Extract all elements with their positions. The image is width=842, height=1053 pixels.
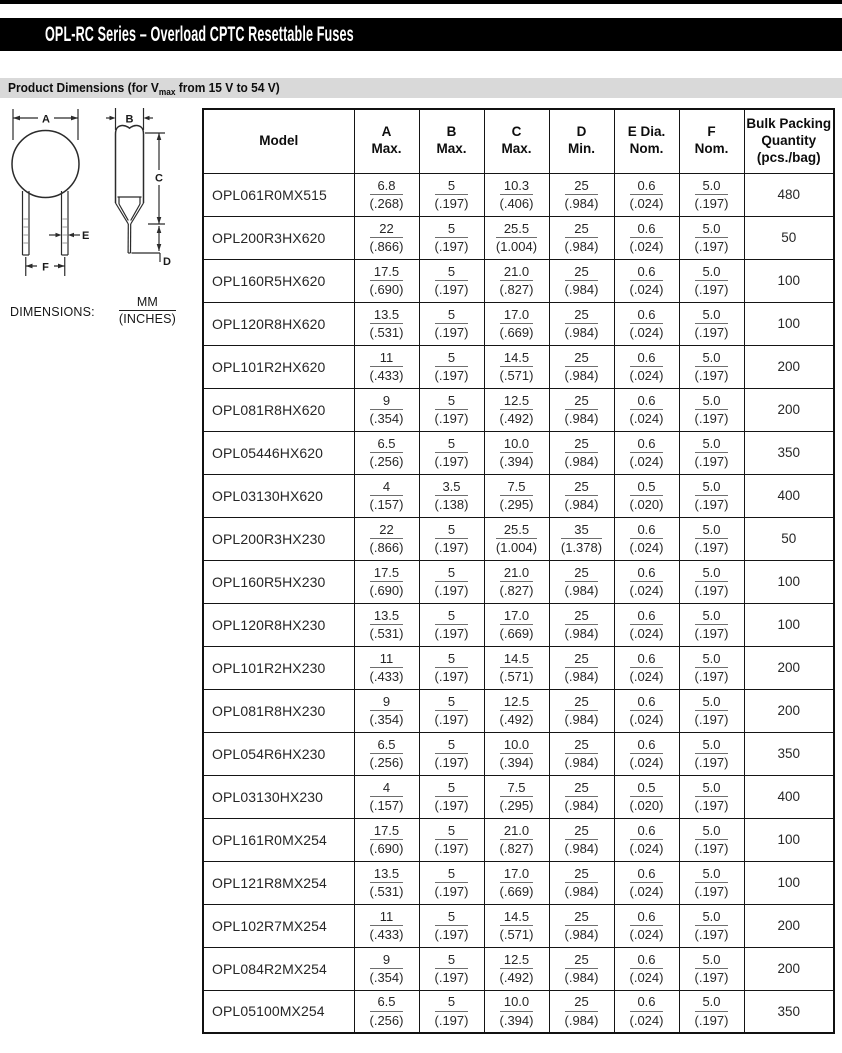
dim-f-cell: $\frac{5.0}{(.197)}$ [679,818,744,861]
dim-c-cell: $\frac{17.0}{(.669)}$ [484,302,549,345]
bulk-qty-value: 200 [777,703,801,718]
dim-d-cell: $\frac{25}{(.984)}$ [549,216,614,259]
dim-a-cell: $\frac{6.8}{(.268)}$ [354,173,419,216]
dim-b-cell: $\frac{5}{(.197)}$ [419,775,484,818]
dim-c-cell: $\frac{12.5}{(.492)}$ [484,947,549,990]
dim-b-cell: $\frac{5}{(.197)}$ [419,904,484,947]
bulk-qty-cell [744,775,834,818]
model-number: OPL05446HX620 [212,444,324,461]
dim-d-cell: $\frac{25}{(.984)}$ [549,775,614,818]
dim-f-cell: $\frac{5.0}{(.197)}$ [679,345,744,388]
dim-e-cell: $\frac{0.6}{(.024)}$ [614,861,679,904]
bulk-qty-cell [744,345,834,388]
dim-a-cell: $\frac{11}{(.433)}$ [354,345,419,388]
dim-e-cell: $\frac{0.6}{(.024)}$ [614,431,679,474]
dim-e-cell: $\frac{0.6}{(.024)}$ [614,302,679,345]
bulk-qty-value: 100 [777,617,801,632]
model-cell [203,345,354,388]
bulk-qty-value: 480 [777,187,801,202]
dim-b-cell: $\frac{5}{(.197)}$ [419,990,484,1033]
dim-b-cell: $\frac{5}{(.197)}$ [419,861,484,904]
dim-f-cell: $\frac{5.0}{(.197)}$ [679,259,744,302]
dim-d-cell: $\frac{25}{(.984)}$ [549,259,614,302]
dim-d-cell: $\frac{25}{(.984)}$ [549,302,614,345]
col-header-d: D Min. [549,109,614,173]
table-row [203,345,834,388]
dim-b-cell: $\frac{5}{(.197)}$ [419,259,484,302]
dim-e-cell: $\frac{0.6}{(.024)}$ [614,216,679,259]
bulk-qty-value: 50 [781,230,797,245]
table-row [203,216,834,259]
bulk-qty-value: 350 [777,445,801,460]
dim-f-cell: $\frac{5.0}{(.197)}$ [679,431,744,474]
dim-e-cell: $\frac{0.6}{(.024)}$ [614,603,679,646]
dim-f-cell: $\frac{5.0}{(.197)}$ [679,732,744,775]
dim-a-cell: $\frac{4}{(.157)}$ [354,474,419,517]
dim-e-cell: $\frac{0.6}{(.024)}$ [614,517,679,560]
col-header-model: Model [203,109,354,173]
dim-e-cell: $\frac{0.6}{(.024)}$ [614,560,679,603]
section-heading-bar [0,78,842,98]
bulk-qty-value: 100 [777,316,801,331]
model-number: OPL120R8HX230 [212,616,326,633]
dim-c-cell: $\frac{10.0}{(.394)}$ [484,732,549,775]
bulk-qty-value: 100 [777,832,801,847]
model-number: OPL102R7MX254 [212,917,327,934]
table-row [203,560,834,603]
model-number: OPL160R5HX230 [212,573,326,590]
dim-d-cell: $\frac{25}{(.984)}$ [549,173,614,216]
bulk-qty-cell [744,474,834,517]
model-cell [203,603,354,646]
section-heading: Product Dimensions (for $V_{max}$ from 15 V to 54 V) [8,79,280,97]
bulk-qty-cell [744,173,834,216]
dim-a-cell: $\frac{13.5}{(.531)}$ [354,302,419,345]
bulk-qty-value: 200 [777,402,801,417]
model-cell [203,173,354,216]
dim-e-cell: $\frac{0.6}{(.024)}$ [614,990,679,1033]
col-header-bulk-packing: Bulk Packing Quantity (pcs./bag) [744,109,834,173]
bulk-qty-value: 200 [777,961,801,976]
dim-c-cell: $\frac{17.0}{(.669)}$ [484,861,549,904]
dimensions-table [202,108,835,1034]
dim-a-cell: $\frac{4}{(.157)}$ [354,775,419,818]
dim-f-cell: $\frac{5.0}{(.197)}$ [679,689,744,732]
model-cell [203,259,354,302]
dim-a-cell: $\frac{17.5}{(.690)}$ [354,560,419,603]
dim-f-cell: $\frac{5.0}{(.197)}$ [679,861,744,904]
bulk-qty-cell [744,259,834,302]
bulk-qty-value: 350 [777,746,801,761]
bulk-qty-cell [744,216,834,259]
dim-b-cell: $\frac{5}{(.197)}$ [419,388,484,431]
dim-a-cell: $\frac{17.5}{(.690)}$ [354,818,419,861]
table-row [203,689,834,732]
dim-c-cell: $\frac{10.0}{(.394)}$ [484,990,549,1033]
dim-e-cell: $\frac{0.6}{(.024)}$ [614,689,679,732]
dim-b-cell: $\frac{5}{(.197)}$ [419,173,484,216]
dim-f-cell: $\frac{5.0}{(.197)}$ [679,302,744,345]
model-cell [203,216,354,259]
bulk-qty-cell [744,646,834,689]
dim-d-cell: $\frac{25}{(.984)}$ [549,345,614,388]
model-number: OPL121R8MX254 [212,874,327,891]
bulk-qty-cell [744,861,834,904]
model-number: OPL05100MX254 [212,1003,325,1020]
bulk-qty-value: 50 [781,531,797,546]
dim-b-cell: $\frac{3.5}{(.138)}$ [419,474,484,517]
dim-b-cell: $\frac{5}{(.197)}$ [419,345,484,388]
dim-f-cell: $\frac{5.0}{(.197)}$ [679,216,744,259]
dim-a-cell: $\frac{6.5}{(.256)}$ [354,431,419,474]
model-cell [203,646,354,689]
dim-label-f: F [42,261,49,274]
dim-d-cell: $\frac{25}{(.984)}$ [549,474,614,517]
model-cell [203,474,354,517]
bulk-qty-cell [744,904,834,947]
table-row [203,388,834,431]
model-cell [203,431,354,474]
units-fraction [119,295,176,326]
dim-c-cell: $\frac{25.5}{(1.004)}$ [484,216,549,259]
bulk-qty-value: 100 [777,574,801,589]
dim-b-cell: $\frac{5}{(.197)}$ [419,216,484,259]
dim-a-cell: $\frac{6.5}{(.256)}$ [354,990,419,1033]
dim-b-cell: $\frac{5}{(.197)}$ [419,560,484,603]
dimensions-label: DIMENSIONS: [10,304,95,319]
model-cell [203,904,354,947]
dim-label-b: B [125,113,134,126]
bulk-qty-value: 100 [777,875,801,890]
dim-a-cell: $\frac{9}{(.354)}$ [354,388,419,431]
page-title-bar [0,18,842,51]
table-row [203,947,834,990]
table-row [203,732,834,775]
col-header-e-dia: E Dia. Nom. [614,109,679,173]
dim-a-cell: $\frac{6.5}{(.256)}$ [354,732,419,775]
dim-e-cell: $\frac{0.6}{(.024)}$ [614,818,679,861]
model-cell [203,689,354,732]
product-dimension-diagram [2,100,202,320]
dim-d-cell: $\frac{25}{(.984)}$ [549,732,614,775]
dim-f-cell: $\frac{5.0}{(.197)}$ [679,646,744,689]
dim-f-cell: $\frac{5.0}{(.197)}$ [679,603,744,646]
model-number: OPL161R0MX254 [212,831,327,848]
model-cell [203,388,354,431]
dim-c-cell: $\frac{21.0}{(.827)}$ [484,560,549,603]
model-number: OPL03130HX230 [212,788,324,805]
col-header-f: F Nom. [679,109,744,173]
bulk-qty-cell [744,302,834,345]
dim-f-cell: $\frac{5.0}{(.197)}$ [679,775,744,818]
model-cell [203,732,354,775]
dim-f-cell: $\frac{5.0}{(.197)}$ [679,904,744,947]
dim-label-a: A [42,113,50,126]
table-row [203,646,834,689]
model-number: OPL200R3HX230 [212,530,326,547]
model-number: OPL03130HX620 [212,487,324,504]
dim-e-cell: $\frac{0.5}{(.020)}$ [614,775,679,818]
dim-a-cell: $\frac{11}{(.433)}$ [354,904,419,947]
bulk-qty-value: 100 [777,273,801,288]
bulk-qty-value: 400 [777,488,801,503]
bulk-qty-cell [744,603,834,646]
bulk-qty-cell [744,990,834,1033]
col-header-b: B Max. [419,109,484,173]
bulk-qty-cell [744,818,834,861]
dim-c-cell: $\frac{14.5}{(.571)}$ [484,646,549,689]
dim-d-cell: $\frac{25}{(.984)}$ [549,861,614,904]
model-cell [203,990,354,1033]
dim-a-cell: $\frac{11}{(.433)}$ [354,646,419,689]
dim-e-cell: $\frac{0.6}{(.024)}$ [614,947,679,990]
dim-e-cell: $\frac{0.6}{(.024)}$ [614,259,679,302]
dim-f-cell: $\frac{5.0}{(.197)}$ [679,474,744,517]
dim-e-cell: $\frac{0.5}{(.020)}$ [614,474,679,517]
dim-e-cell: $\frac{0.6}{(.024)}$ [614,345,679,388]
dim-a-cell: $\frac{22}{(.866)}$ [354,517,419,560]
table-row [203,302,834,345]
bulk-qty-cell [744,431,834,474]
top-rule-bar [0,0,842,4]
table-row [203,904,834,947]
dim-b-cell: $\frac{5}{(.197)}$ [419,431,484,474]
table-row [203,990,834,1033]
dim-e-cell: $\frac{0.6}{(.024)}$ [614,904,679,947]
model-number: OPL160R5HX620 [212,272,326,289]
dim-b-cell: $\frac{5}{(.197)}$ [419,732,484,775]
dim-b-cell: $\frac{5}{(.197)}$ [419,689,484,732]
dim-d-cell: $\frac{25}{(.984)}$ [549,818,614,861]
bulk-qty-value: 200 [777,918,801,933]
bulk-qty-cell [744,560,834,603]
col-header-c: C Max. [484,109,549,173]
bulk-qty-cell [744,517,834,560]
dim-label-d: D [163,256,171,268]
dim-a-cell: $\frac{17.5}{(.690)}$ [354,259,419,302]
dim-d-cell: $\frac{25}{(.984)}$ [549,431,614,474]
dim-f-cell: $\frac{5.0}{(.197)}$ [679,388,744,431]
dim-c-cell: $\frac{12.5}{(.492)}$ [484,689,549,732]
dim-d-cell: $\frac{25}{(.984)}$ [549,560,614,603]
vmax-subscript: max [158,86,176,97]
model-number: OPL120R8HX620 [212,315,326,332]
dim-d-cell: $\frac{25}{(.984)}$ [549,990,614,1033]
table-row [203,259,834,302]
table-row [203,861,834,904]
dim-b-cell: $\frac{5}{(.197)}$ [419,517,484,560]
dim-b-cell: $\frac{5}{(.197)}$ [419,646,484,689]
table-header [203,109,834,173]
bulk-qty-value: 400 [777,789,801,804]
units-mm: MM [119,295,176,311]
model-number: OPL081R8HX620 [212,401,326,418]
dim-a-cell: $\frac{22}{(.866)}$ [354,216,419,259]
dim-a-cell: $\frac{13.5}{(.531)}$ [354,861,419,904]
model-cell [203,517,354,560]
dim-e-cell: $\frac{0.6}{(.024)}$ [614,388,679,431]
dim-b-cell: $\frac{5}{(.197)}$ [419,947,484,990]
table-row [203,775,834,818]
table-row [203,431,834,474]
fuse-disc-outline [12,131,79,198]
model-number: OPL054R6HX230 [212,745,326,762]
bulk-qty-value: 200 [777,359,801,374]
table-row [203,517,834,560]
dim-d-cell: $\frac{25}{(.984)}$ [549,904,614,947]
dim-c-cell: $\frac{12.5}{(.492)}$ [484,388,549,431]
dim-d-cell: $\frac{25}{(.984)}$ [549,603,614,646]
dim-d-cell: $\frac{35}{(1.378)}$ [549,517,614,560]
model-number: OPL101R2HX230 [212,659,326,676]
model-number: OPL084R2MX254 [212,960,327,977]
dim-b-cell: $\frac{5}{(.197)}$ [419,818,484,861]
bulk-qty-value: 200 [777,660,801,675]
table-row [203,818,834,861]
table-row [203,603,834,646]
table-row [203,474,834,517]
dim-b-cell: $\frac{5}{(.197)}$ [419,603,484,646]
units-inches: (INCHES) [118,312,177,326]
bulk-qty-cell [744,689,834,732]
dim-c-cell: $\frac{14.5}{(.571)}$ [484,904,549,947]
model-cell [203,560,354,603]
model-cell [203,302,354,345]
dim-c-cell: $\frac{21.0}{(.827)}$ [484,259,549,302]
dim-c-cell: $\frac{21.0}{(.827)}$ [484,818,549,861]
dim-a-cell: $\frac{9}{(.354)}$ [354,947,419,990]
dim-e-cell: $\frac{0.6}{(.024)}$ [614,646,679,689]
dim-c-cell: $\frac{25.5}{(1.004)}$ [484,517,549,560]
bulk-qty-value: 350 [777,1003,801,1019]
dim-d-cell: $\frac{25}{(.984)}$ [549,646,614,689]
bulk-qty-cell [744,732,834,775]
bulk-qty-cell [744,388,834,431]
dim-d-cell: $\frac{25}{(.984)}$ [549,689,614,732]
dim-d-cell: $\frac{25}{(.984)}$ [549,388,614,431]
dim-d-cell: $\frac{25}{(.984)}$ [549,947,614,990]
dim-e-cell: $\frac{0.6}{(.024)}$ [614,173,679,216]
dim-f-cell: $\frac{5.0}{(.197)}$ [679,560,744,603]
model-number: OPL101R2HX620 [212,358,326,375]
dim-c-cell: $\frac{17.0}{(.669)}$ [484,603,549,646]
col-header-a: A Max. [354,109,419,173]
model-number: OPL061R0MX515 [212,186,327,203]
dim-f-cell: $\frac{5.0}{(.197)}$ [679,947,744,990]
dim-f-cell: $\frac{5.0}{(.197)}$ [679,173,744,216]
model-number: OPL200R3HX620 [212,229,326,246]
dim-label-e: E [82,230,90,242]
dim-a-cell: $\frac{13.5}{(.531)}$ [354,603,419,646]
dim-c-cell: $\frac{7.5}{(.295)}$ [484,775,549,818]
dim-f-cell: $\frac{5.0}{(.197)}$ [679,517,744,560]
table-row [203,173,834,216]
model-number: OPL081R8HX230 [212,702,326,719]
model-cell [203,861,354,904]
table-body [203,173,834,1033]
dim-e-cell: $\frac{0.6}{(.024)}$ [614,732,679,775]
dim-f-cell: $\frac{5.0}{(.197)}$ [679,990,744,1033]
page-title: OPL-RC Series – Overload CPTC Resettable Fuses [45,22,354,46]
dim-c-cell: $\frac{7.5}{(.295)}$ [484,474,549,517]
bulk-qty-cell [744,947,834,990]
model-cell [203,947,354,990]
model-cell [203,818,354,861]
dim-c-cell: $\frac{10.0}{(.394)}$ [484,431,549,474]
dim-a-cell: $\frac{9}{(.354)}$ [354,689,419,732]
dim-label-c: C [155,172,163,185]
dim-b-cell: $\frac{5}{(.197)}$ [419,302,484,345]
model-cell [203,775,354,818]
dim-c-cell: $\frac{14.5}{(.571)}$ [484,345,549,388]
dimensions-units-note [10,297,176,326]
dim-c-cell: $\frac{10.3}{(.406)}$ [484,173,549,216]
